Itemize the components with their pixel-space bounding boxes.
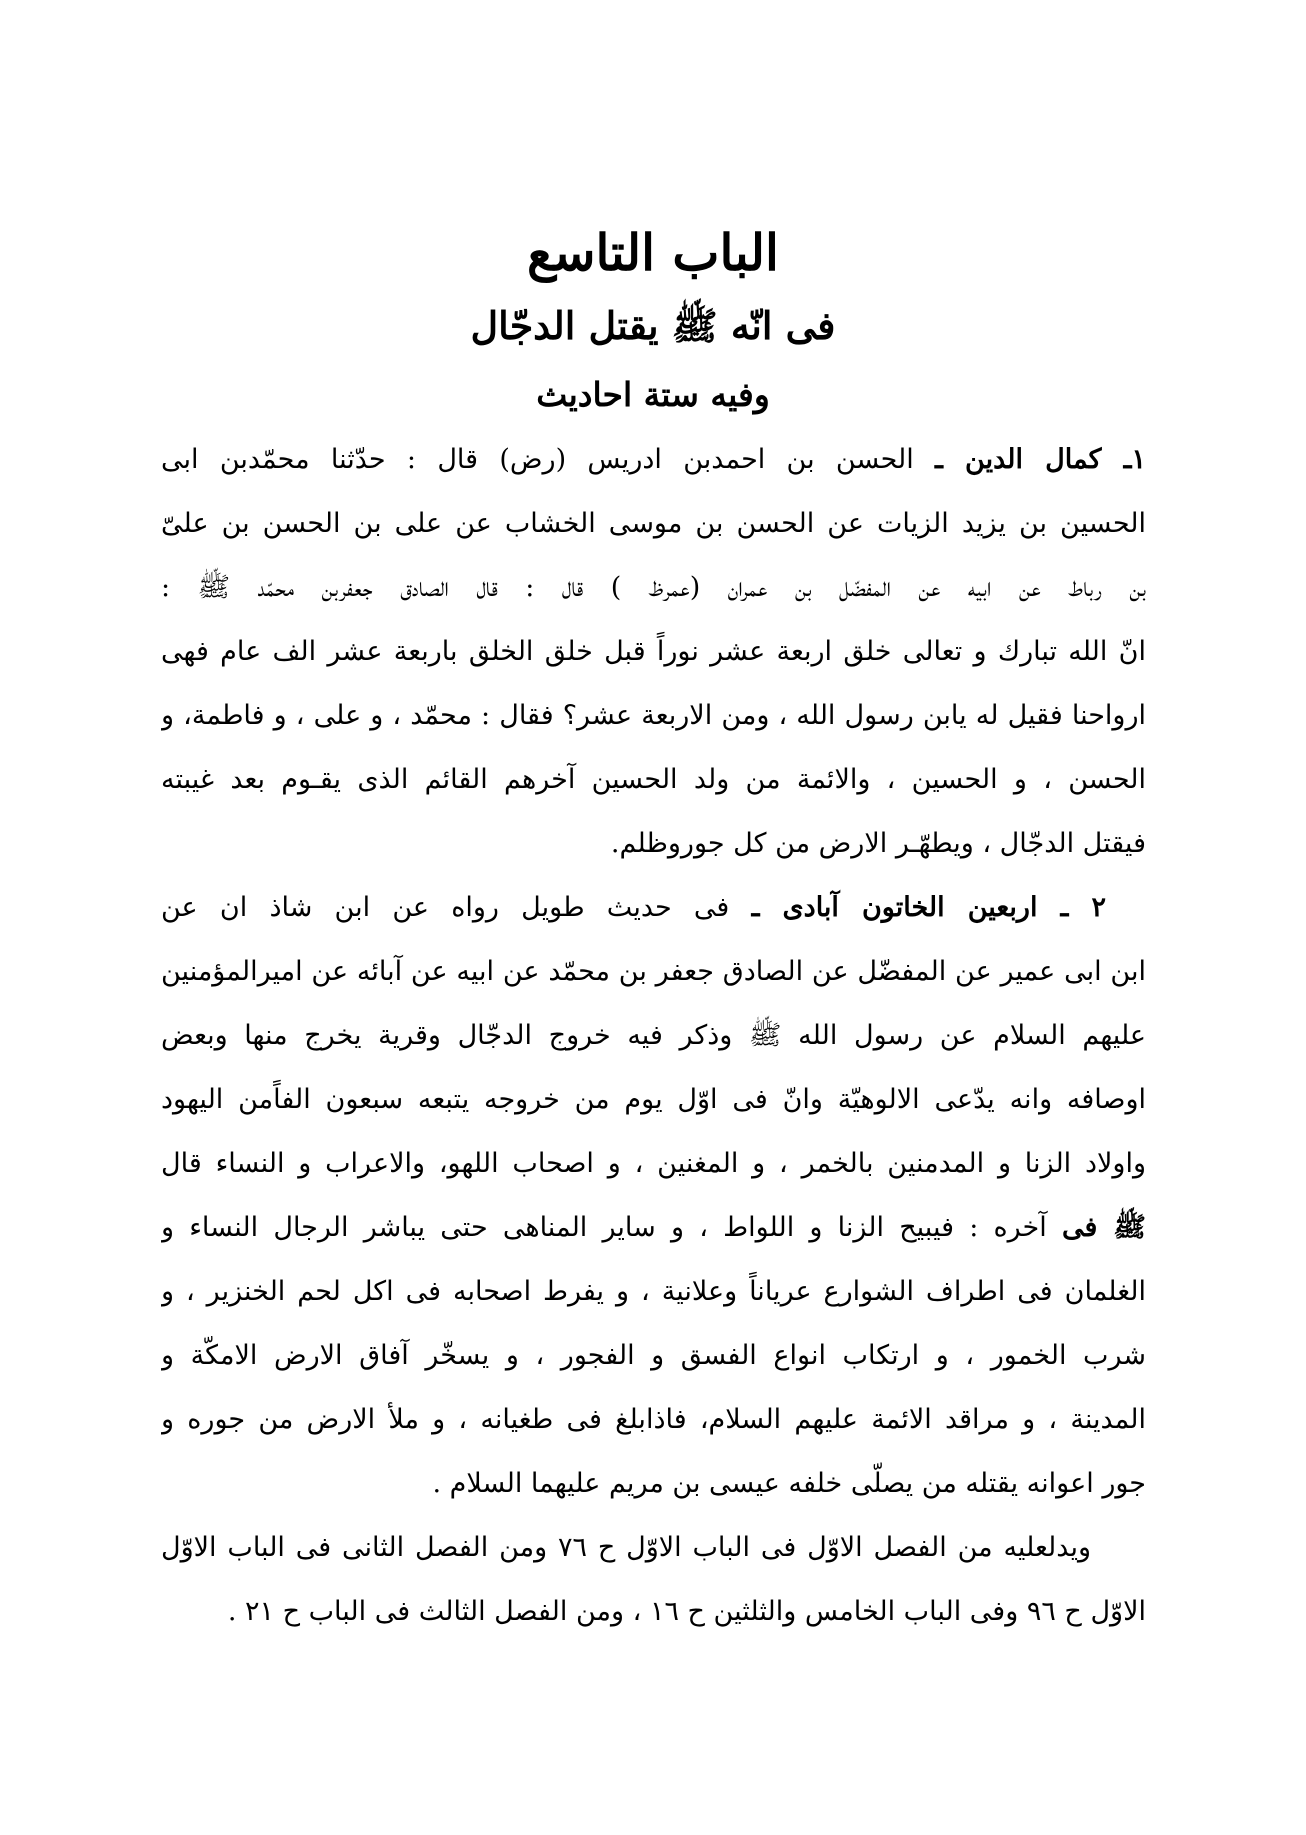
hadith-source: ٢ ـ اربعين الخاتون آبادى ـ: [751, 892, 1106, 923]
line-text: الحسن ، و الحسين ، والائمة من ولد الحسين آخرهم القائم الذى يقـوم بعد غيبته: [161, 764, 1146, 795]
line-text: الحسن بن احمدبن ادريس (رض) قال : حدّثنا محمّدبن ابى: [161, 444, 936, 475]
line-text: اوصافه وانه يدّعى الالوهيّة وانّ فى اوّل يوم من خروجه يتبعه سبعون الفاًمن اليهود: [161, 1084, 1146, 1115]
text-line: [161, 812, 1146, 876]
line-text: فيقتل الدجّال ، ويطهّـر الارض من كل جوروظلم.: [610, 828, 1146, 859]
line-text: ارواحنا فقيل له يابن رسول الله ، ومن الاربعة عشر؟ فقال : محمّد ، و على ، و فاطمة، و: [161, 700, 1146, 731]
line-text: ويدلعليه من الفصل الاوّل فى الباب الاوّل ح ٧٦ ومن الفصل الثانى فى الباب الاوّل: [161, 1532, 1091, 1563]
salutation: ﷺ فى: [1061, 1212, 1146, 1243]
line-text: المدينة ، و مراقد الائمة عليهم السلام، فاذابلغ فى طغيانه ، و ملأ الارض من جوره و: [161, 1404, 1146, 1435]
chapter-title: الباب التاسع: [527, 223, 779, 282]
text-line: [161, 1068, 1146, 1132]
line-text: الغلمان فى اطراف الشوارع عرياناً وعلانية ، و يفرط اصحابه فى اكل لحم الخنزير ، و: [161, 1276, 1146, 1307]
chapter-subtitle: فى انّه ﷺ يقتل الدجّال: [470, 303, 836, 348]
text-line: [161, 1004, 1146, 1068]
text-line: [161, 1580, 1146, 1644]
text-line: [161, 940, 1146, 1004]
text-line: [161, 1132, 1146, 1196]
text-line: [161, 1388, 1146, 1452]
text-line: [161, 492, 1146, 556]
line-text: الاوّل ح ٩٦ وفى الباب الخامس والثلثين ح ١٦ ، ومن الفصل الثالث فى الباب ح ٢١ .: [227, 1596, 1146, 1627]
text-line: [161, 1516, 1091, 1580]
text-line: [161, 556, 1146, 620]
text-line: [161, 1452, 1146, 1516]
hadith-count: وفيه ستة احاديث: [536, 375, 770, 414]
line-text: آخره : فيبيح الزنا و اللواط ، و ساير المناهى حتى يباشر الرجال النساء و: [161, 1212, 1062, 1243]
line-text: واولاد الزنا و المدمنين بالخمر ، و المغنين ، و اصحاب اللهو، والاعراب و النساء قال: [161, 1148, 1146, 1179]
text-line: [161, 748, 1146, 812]
text-line: [161, 1260, 1146, 1324]
text-line: [161, 428, 1146, 492]
line-text: انّ الله تبارك و تعالى خلق اربعة عشر نوراً قبل خلق الخلق باربعة عشر الف عام فهى: [161, 636, 1146, 667]
line-text: شرب الخمور ، و ارتكاب انواع الفسق و الفجور ، و يسخّر آفاق الارض الامكّة و: [161, 1340, 1146, 1371]
line-text: بن رباط عن ابيه عن المفضّل بن عمران (عمرظ ) قال : قال الصادق جعفربن محمّد ﷺ :: [161, 572, 1146, 603]
text-line: [161, 876, 1106, 940]
line-text: عليهم السلام عن رسول الله ﷺ وذكر فيه خروج الدجّال وقرية يخرج منها وبعض: [161, 1020, 1146, 1051]
line-text: ابن ابى عمير عن المفضّل عن الصادق جعفر بن محمّد عن ابيه عن آبائه عن اميرالمؤمنين: [161, 956, 1146, 987]
text-line: [161, 1196, 1146, 1260]
text-line: [161, 1324, 1146, 1388]
line-text: جور اعوانه يقتله من يصلّى خلفه عيسى بن مريم عليهما السلام .: [432, 1468, 1146, 1499]
hadith-source: ١ـ كمال الدين ـ: [935, 444, 1146, 475]
text-line: [161, 620, 1146, 684]
line-text: الحسين بن يزيد الزيات عن الحسن بن موسى الخشاب عن على بن الحسن بن علىّ: [161, 508, 1146, 539]
line-text: فى حديث طويل رواه عن ابن شاذ ان عن: [161, 892, 752, 923]
text-line: [161, 684, 1146, 748]
